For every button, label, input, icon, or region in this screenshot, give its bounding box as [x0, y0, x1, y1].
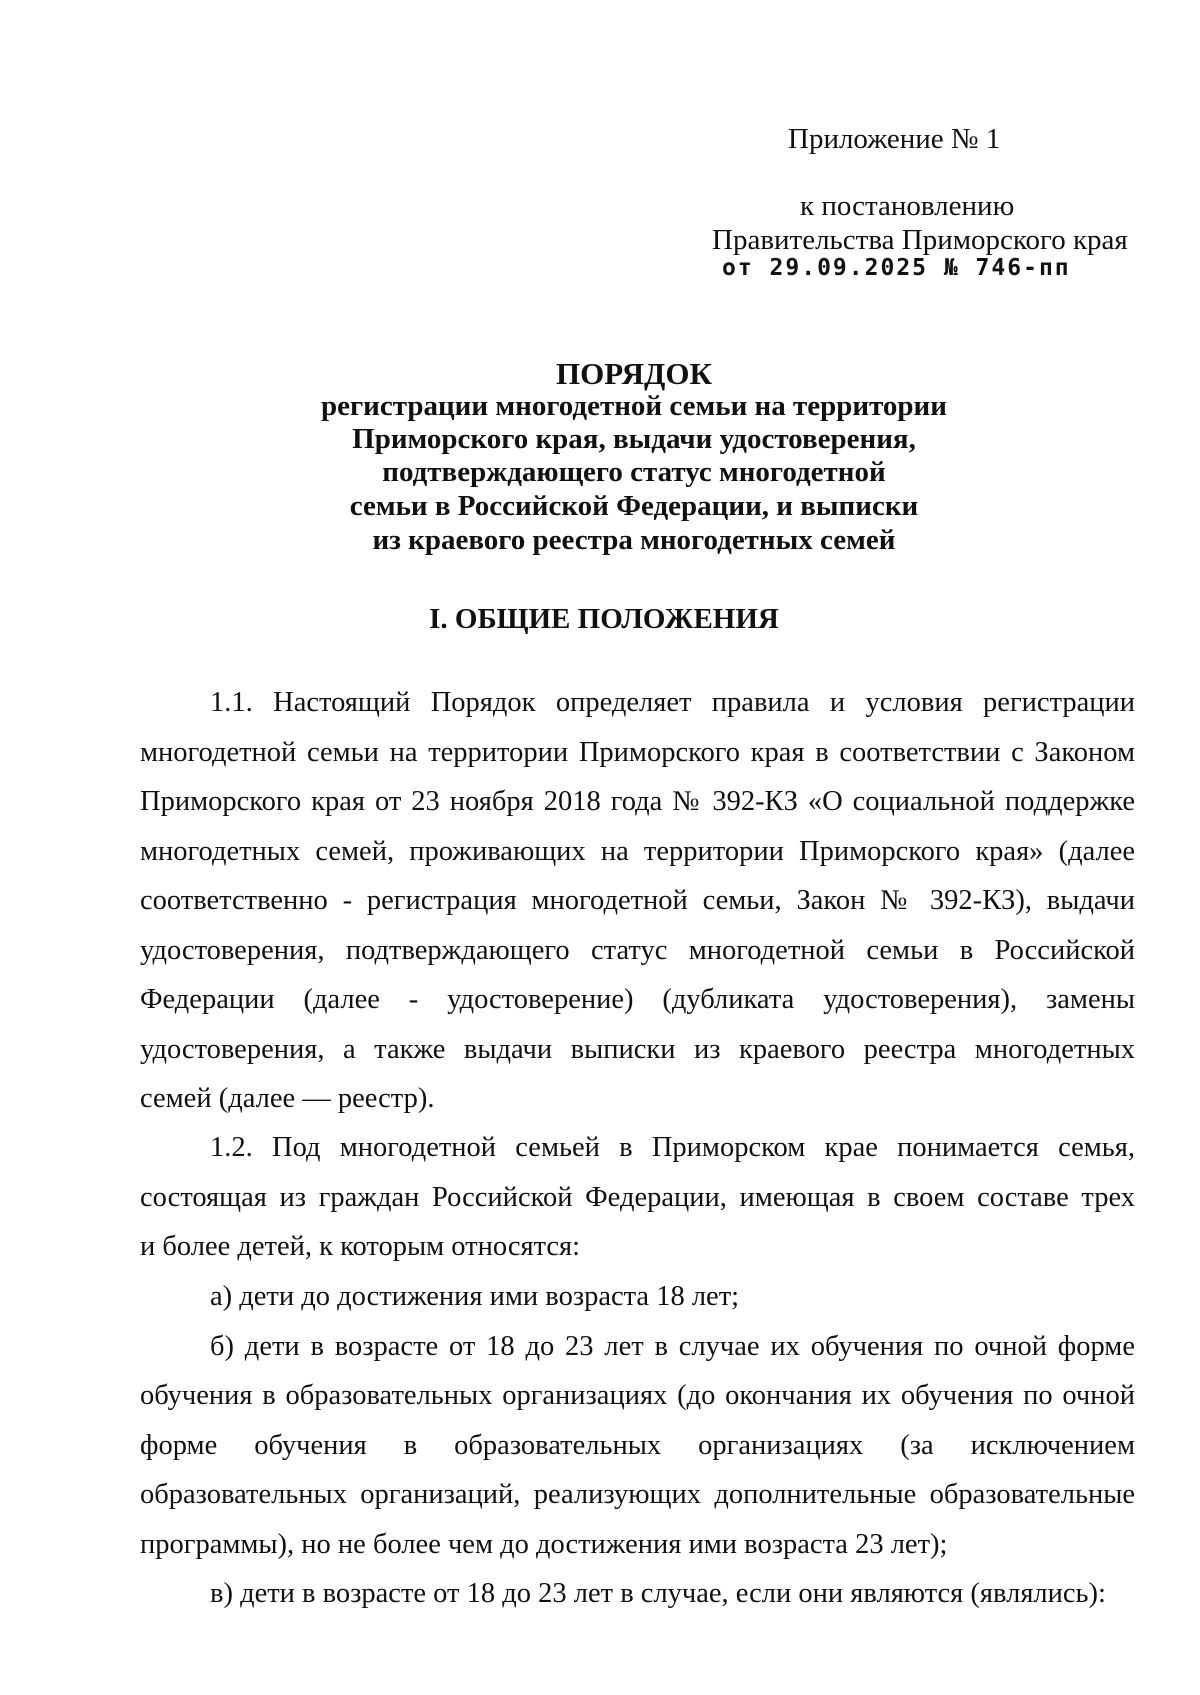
appendix-label: Приложение № 1 — [788, 123, 1001, 155]
document-title: ПОРЯДОК — [556, 356, 712, 391]
document-subtitle-line: подтверждающего статус многодетной — [382, 456, 886, 488]
paragraph-line: 1.1. Настоящий Порядок определяет правила и условия регистрации — [210, 687, 1135, 718]
paragraph-line: обучения в образовательных организациях (до окончания их обучения по очной — [140, 1380, 1135, 1411]
paragraph-line: состоящая из граждан Российской Федерации, имеющая в своем составе трех — [140, 1182, 1135, 1213]
document-subtitle-line: из краевого реестра многодетных семей — [372, 524, 896, 556]
paragraph-line: удостоверения, подтверждающего статус многодетной семьи в Российской — [140, 935, 1135, 966]
section-heading: I. ОБЩИЕ ПОЛОЖЕНИЯ — [429, 603, 779, 635]
resolution-number: от 29.09.2025 № 746-пп — [722, 255, 1071, 281]
paragraph-line: удостоверения, а также выдачи выписки из краевого реестра многодетных — [140, 1034, 1135, 1065]
to-resolution-label: к постановлению — [800, 190, 1015, 222]
paragraph-line: многодетной семьи на территории Приморского края в соответствии с Законом — [140, 737, 1135, 768]
paragraph-line: Приморского края от 23 ноября 2018 года № 392-КЗ «О социальной поддержке — [140, 786, 1135, 817]
list-item: в) дети в возрасте от 18 до 23 лет в случае, если они являются (являлись): — [210, 1578, 1106, 1609]
paragraph-line: и более детей, к которым относятся: — [140, 1231, 581, 1262]
paragraph-line: многодетных семей, проживающих на территории Приморского края» (далее — [140, 836, 1135, 867]
paragraph-line: семей (далее — реестр). — [140, 1083, 435, 1114]
paragraph-line: 1.2. Под многодетной семьей в Приморском крае понимается семья, — [210, 1132, 1135, 1163]
paragraph-line: соответственно - регистрация многодетной семьи, Закон № 392-КЗ), выдачи — [140, 885, 1135, 916]
document-subtitle-line: Приморского края, выдачи удостоверения, — [352, 423, 916, 455]
paragraph-line: программы), но не более чем до достижения ими возраста 23 лет); — [140, 1529, 948, 1560]
list-item: б) дети в возрасте от 18 до 23 лет в случае их обучения по очной форме — [210, 1331, 1135, 1362]
document-subtitle-line: регистрации многодетной семьи на территории — [321, 390, 947, 422]
paragraph-line: форме обучения в образовательных организациях (за исключением — [140, 1430, 1135, 1461]
government-label: Правительства Приморского края — [712, 224, 1128, 256]
paragraph-line: Федерации (далее - удостоверение) (дубликата удостоверения), замены — [140, 984, 1135, 1015]
document-subtitle-line: семьи в Российской Федерации, и выписки — [349, 490, 919, 522]
list-item: а) дети до достижения ими возраста 18 лет; — [210, 1281, 740, 1312]
paragraph-line: образовательных организаций, реализующих дополнительные образовательные — [140, 1479, 1135, 1510]
